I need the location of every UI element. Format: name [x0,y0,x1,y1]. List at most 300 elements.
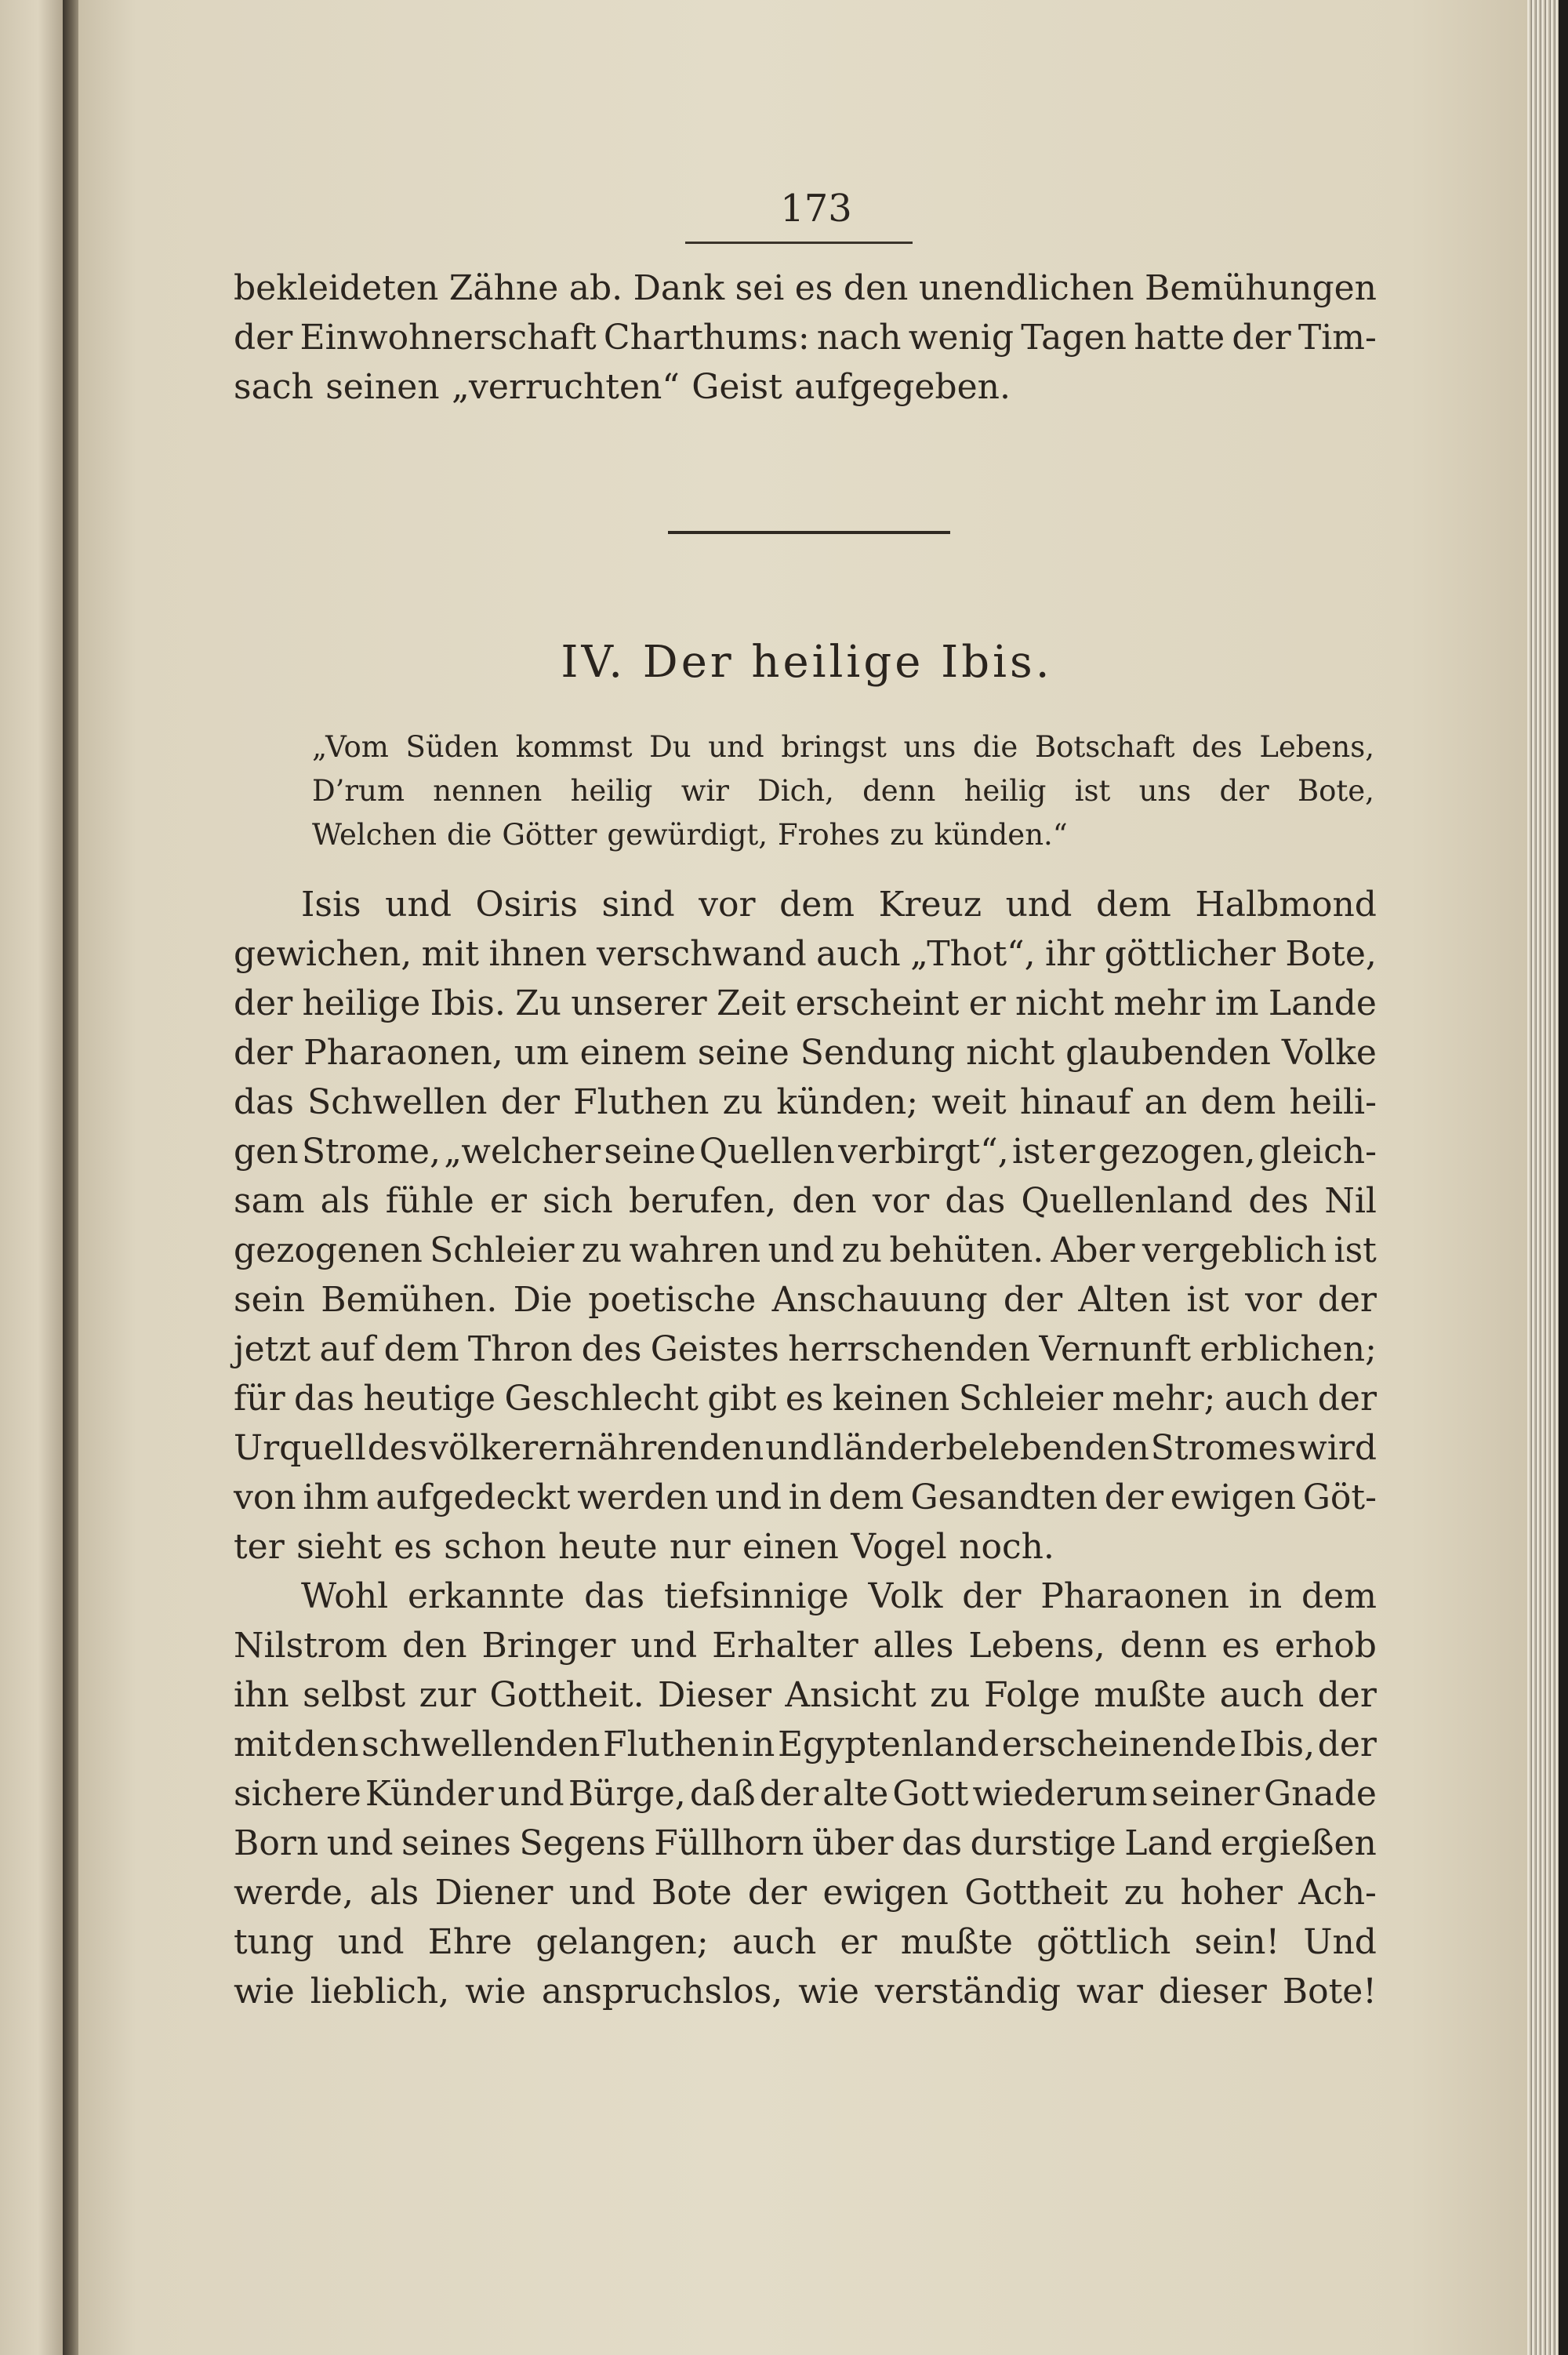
word: und [768,1230,835,1270]
chapter-heading: IV. Der heilige Ibis. [561,637,1053,688]
word: es [1221,1626,1261,1666]
word: völkerernährenden [429,1428,764,1468]
word: lieblich, [310,1972,450,2012]
text-line [234,1127,1377,1176]
word: fühle [385,1181,474,1221]
word: „Thot“, [910,934,1036,974]
word: herrschenden [788,1329,1031,1369]
word: Dich, [757,774,834,808]
word: das [584,1576,645,1616]
word: gezogenen [234,1230,423,1270]
motto-verse [312,725,1374,857]
word: sieht [296,1527,382,1567]
text-line [234,1522,1377,1572]
word: hinauf [1019,1082,1131,1122]
word: verbirgt“, [838,1132,1009,1172]
word: tiefsinnige [663,1576,849,1616]
word: behüten. [889,1230,1044,1270]
word: es [785,1379,824,1419]
word: das [902,1823,963,1863]
word: der [1317,1280,1377,1320]
word: ist [1074,774,1111,808]
word: auch [1219,1675,1305,1715]
word: vergeblich [1142,1230,1327,1270]
word: ter [234,1527,285,1567]
word: Welchen [312,818,437,852]
word: seiner [1151,1774,1260,1814]
word: Lebens, [968,1626,1105,1666]
word: gleich- [1258,1132,1377,1172]
paragraph-1 [234,880,1377,1572]
word: Bemühen. [321,1280,498,1320]
word: Bote, [1285,934,1377,974]
word: Volk [868,1576,943,1616]
word: Gottheit [964,1873,1109,1913]
word: aufgedeckt [376,1477,571,1517]
word: der [1232,318,1291,358]
word: der [234,983,293,1023]
word: hatte [1134,318,1225,358]
word: uns [903,730,956,764]
left-page-edge [0,0,69,2355]
word: seinen [325,367,440,407]
word: heute [558,1527,658,1567]
word: ihm [303,1477,369,1517]
word: nennen [433,774,543,808]
verse-line [312,725,1374,769]
word: des [581,1329,642,1369]
word: auf [319,1329,376,1369]
word: der [1317,1379,1377,1419]
word: Dieser [657,1675,771,1715]
text-line [234,1670,1377,1720]
text-line [234,929,1377,979]
word: Fluthen [573,1082,710,1122]
word: ihr [1045,934,1095,974]
text-line [234,1769,1377,1819]
word: Gott [892,1774,969,1814]
word: in [788,1477,822,1517]
word: und [708,730,764,764]
word: er [840,1922,877,1962]
text-line [234,1374,1377,1423]
word: heilig [964,774,1047,808]
word: göttlicher [1104,934,1276,974]
word: ab. [568,268,623,308]
word: erkannte [407,1576,565,1616]
text-line [234,1078,1377,1127]
word: ist [1186,1280,1229,1320]
verse-line [312,769,1374,813]
word: nach [816,318,902,358]
word: der [500,1082,560,1122]
word: den [402,1626,467,1666]
word: wiederum [972,1774,1148,1814]
word: mit [421,934,480,974]
word: Pharaonen [1040,1576,1229,1616]
word: Schleier [430,1230,575,1270]
word: und [497,1774,564,1814]
word: Zähne [448,268,559,308]
word: Land [1124,1823,1213,1863]
word: gelangen; [535,1922,709,1962]
word: Tagen [1021,318,1127,358]
text-line [234,1226,1377,1275]
word: wenig [908,318,1014,358]
word: der [234,318,293,358]
word: anspruchslos, [541,1972,783,2012]
word: denn [862,774,936,808]
text-line [234,362,1377,412]
word: Ehre [427,1922,513,1962]
word: Quellen [699,1132,835,1172]
word: Süden [405,730,499,764]
word: seine [604,1132,696,1172]
word: vor [872,1181,930,1221]
word: gezogen, [1098,1132,1256,1172]
word: gibt [707,1379,777,1419]
word: Diener [434,1873,554,1913]
word: heilig [570,774,653,808]
word: zur [419,1675,477,1715]
word: der [1104,1477,1164,1517]
word: Zeit [716,983,786,1023]
word: der [962,1576,1022,1616]
word: Bote [651,1873,732,1913]
word: „verruchten“ [451,367,680,407]
text-line [234,1621,1377,1670]
word: wie [234,1972,295,2012]
word: schon [444,1527,546,1567]
word: ihnen [488,934,587,974]
word: dieser [1158,1972,1267,2012]
text-line [234,1275,1377,1325]
word: Vernunft [1039,1329,1192,1369]
word: das [294,1379,355,1419]
word: dem [1301,1576,1377,1616]
word: „welcher [444,1132,601,1172]
word: Bote, [1297,774,1374,808]
word: Zu [515,983,562,1023]
book-page [78,0,1527,2355]
word: bekleideten [234,268,439,308]
word: Nilstrom [234,1626,388,1666]
word: er [968,983,1006,1023]
word: sach [234,367,314,407]
word: Wohl [301,1576,389,1616]
word: Schwellen [307,1082,488,1122]
word: der [1219,774,1269,808]
word: des [1192,730,1243,764]
word: zu [1123,1873,1165,1913]
word: Bemühungen [1145,268,1377,308]
word: seines [401,1823,511,1863]
word: wird [1298,1428,1377,1468]
word: sein [234,1280,306,1320]
word: Bürge, [568,1774,686,1814]
word: Künder [365,1774,494,1814]
word: erhob [1274,1626,1377,1666]
text-line [234,1917,1377,1967]
word: zu [841,1230,883,1270]
word: des [367,1428,428,1468]
word: selbst [303,1675,406,1715]
text-line [234,979,1377,1028]
word: Folge [983,1675,1080,1715]
word: sei [735,268,785,308]
word: gewürdigt, [607,818,768,852]
word: einen [742,1527,839,1567]
text-line [234,1572,1377,1621]
word: Du [649,730,691,764]
word: Sendung [800,1033,956,1073]
word: alles [873,1626,954,1666]
word: den [792,1181,857,1221]
word: es [394,1527,432,1567]
word: den [843,268,909,308]
word: Einwohnerschaft [299,318,597,358]
word: verschwand [596,934,807,974]
word: gen [234,1132,299,1172]
word: Stromes [1150,1428,1297,1468]
text-line [234,263,1377,313]
word: nicht [966,1033,1055,1073]
word: Ach- [1298,1873,1377,1913]
word: wie [465,1972,526,2012]
word: heutige [363,1379,496,1419]
word: dem [828,1477,904,1517]
word: Volke [1281,1033,1377,1073]
word: sein! [1194,1922,1280,1962]
word: uns [1138,774,1192,808]
word: Lebens, [1259,730,1374,764]
word: ewigen [822,1873,949,1913]
word: verständig [874,1972,1062,2012]
text-block-continuation [234,263,1377,412]
word: Gottheit. [489,1675,644,1715]
word: zu [930,1675,971,1715]
word: vor [1245,1280,1302,1320]
word: Göt- [1302,1477,1377,1517]
word: Schleier [958,1379,1104,1419]
text-line [234,1028,1377,1078]
word: kommst [515,730,633,764]
paragraph-2 [234,1572,1377,2016]
text-line [234,1868,1377,1917]
word: Bote! [1282,1972,1377,2012]
word: in [741,1724,775,1764]
word: Die [513,1280,573,1320]
word: als [320,1181,370,1221]
word: erblichen; [1200,1329,1377,1369]
word: heilige [302,983,421,1023]
word: glaubenden [1065,1033,1271,1073]
word: künden; [776,1082,919,1122]
word: vor [699,885,756,925]
page-number: 173 [780,187,852,231]
word: auch [731,1922,817,1962]
word: Urquell [234,1428,366,1468]
word: Osiris [475,885,578,925]
word: Quellenland [1021,1181,1233,1221]
word: daß [689,1774,756,1814]
text-line [234,1325,1377,1374]
word: durstige [970,1823,1116,1863]
word: Gnade [1264,1774,1377,1814]
word: „Vom [312,730,389,764]
word: erscheinende [1001,1724,1237,1764]
word: Botschaft [1034,730,1175,764]
word: der [747,1873,808,1913]
word: ist [1011,1132,1055,1172]
word: und [630,1626,698,1666]
word: um [514,1033,569,1073]
word: und [326,1823,394,1863]
word: künden.“ [934,818,1068,852]
text-line [234,1473,1377,1522]
word: bringst [781,730,887,764]
word: Egyptenland [777,1724,1000,1764]
word: hoher [1180,1873,1283,1913]
word: nur [669,1527,731,1567]
word: an [1144,1082,1188,1122]
word: das [234,1082,294,1122]
word: Gesandten [910,1477,1098,1517]
word: und [764,1428,832,1468]
word: ist [1334,1230,1377,1270]
word: und [1005,885,1073,925]
word: dem [383,1329,459,1369]
word: mehr [1113,983,1206,1023]
word: einem [579,1033,687,1073]
word: Und [1303,1922,1377,1962]
word: mußte [900,1922,1013,1962]
word: ewigen [1170,1477,1297,1517]
text-line [234,1967,1377,2016]
word: der [1317,1724,1377,1764]
word: D’rum [312,774,405,808]
verse-line [312,813,1374,857]
word: es [794,268,833,308]
word: Lande [1268,983,1377,1023]
word: dem [1095,885,1171,925]
word: Thron [467,1329,573,1369]
word: Nil [1324,1181,1377,1221]
word: wie [798,1972,859,2012]
word: göttlich [1036,1922,1171,1962]
word: ihn [234,1675,289,1715]
word: sam [234,1181,305,1221]
word: der [1317,1675,1377,1715]
word: zu [890,818,924,852]
word: das [945,1181,1006,1221]
word: Alten [1078,1280,1171,1320]
word: alte [822,1774,889,1814]
word: die [972,730,1018,764]
word: unendlichen [918,268,1134,308]
text-line [234,313,1377,362]
word: Erhalter [712,1626,858,1666]
page-edges [1527,0,1568,2355]
word: ergießen [1220,1823,1377,1863]
word: mit [234,1724,292,1764]
word: die [446,818,492,852]
word: Bringer [481,1626,616,1666]
word: erscheint [795,983,960,1023]
word: Segens [519,1823,646,1863]
word: Fluthen [603,1724,739,1764]
word: berufen, [628,1181,777,1221]
header-rule [685,242,913,244]
word: keinen [832,1379,950,1419]
text-line [234,1819,1377,1868]
word: seine [697,1033,789,1073]
word: und [385,885,452,925]
word: werde, [234,1873,354,1913]
word: weit [931,1082,1007,1122]
word: auch [816,934,901,974]
text-line [234,1176,1377,1226]
word: unserer [571,983,707,1023]
word: Geist [691,367,782,407]
word: poetische [588,1280,757,1320]
word: und [337,1922,405,1962]
word: aufgegeben. [794,367,1011,407]
text-line [234,1720,1377,1769]
word: Ibis, [1239,1724,1316,1764]
word: des [1248,1181,1309,1221]
word: Geschlecht [504,1379,699,1419]
word: werden [577,1477,709,1517]
word: tung [234,1922,314,1962]
word: als [369,1873,419,1913]
word: und [568,1873,636,1913]
word: den [294,1724,359,1764]
word: Kreuz [878,885,982,925]
word: gewichen, [234,934,412,974]
word: Füllhorn [654,1823,804,1863]
word: wir [681,774,729,808]
word: der [759,1774,819,1814]
word: mehr; [1112,1379,1216,1419]
word: sichere [234,1774,361,1814]
word: Strome, [301,1132,441,1172]
text-line [234,1423,1377,1473]
word: im [1214,983,1259,1023]
word: in [1248,1576,1283,1616]
word: mußte [1094,1675,1207,1715]
word: Ibis. [430,983,506,1023]
word: dem [1200,1082,1276,1122]
word: Geistes [650,1329,779,1369]
word: und [715,1477,782,1517]
word: Halbmond [1195,885,1377,925]
word: sich [543,1181,613,1221]
word: nicht [1015,983,1105,1023]
word: Born [234,1823,319,1863]
word: er [1058,1132,1095,1172]
word: noch. [959,1527,1054,1567]
word: zu [722,1082,764,1122]
word: länderbelebenden [833,1428,1149,1468]
word: Götter [502,818,597,852]
word: Aber [1051,1230,1135,1270]
word: auch [1224,1379,1309,1419]
word: Frohes [777,818,880,852]
word: sind [601,885,675,925]
section-divider [668,531,950,534]
word: er [489,1181,527,1221]
